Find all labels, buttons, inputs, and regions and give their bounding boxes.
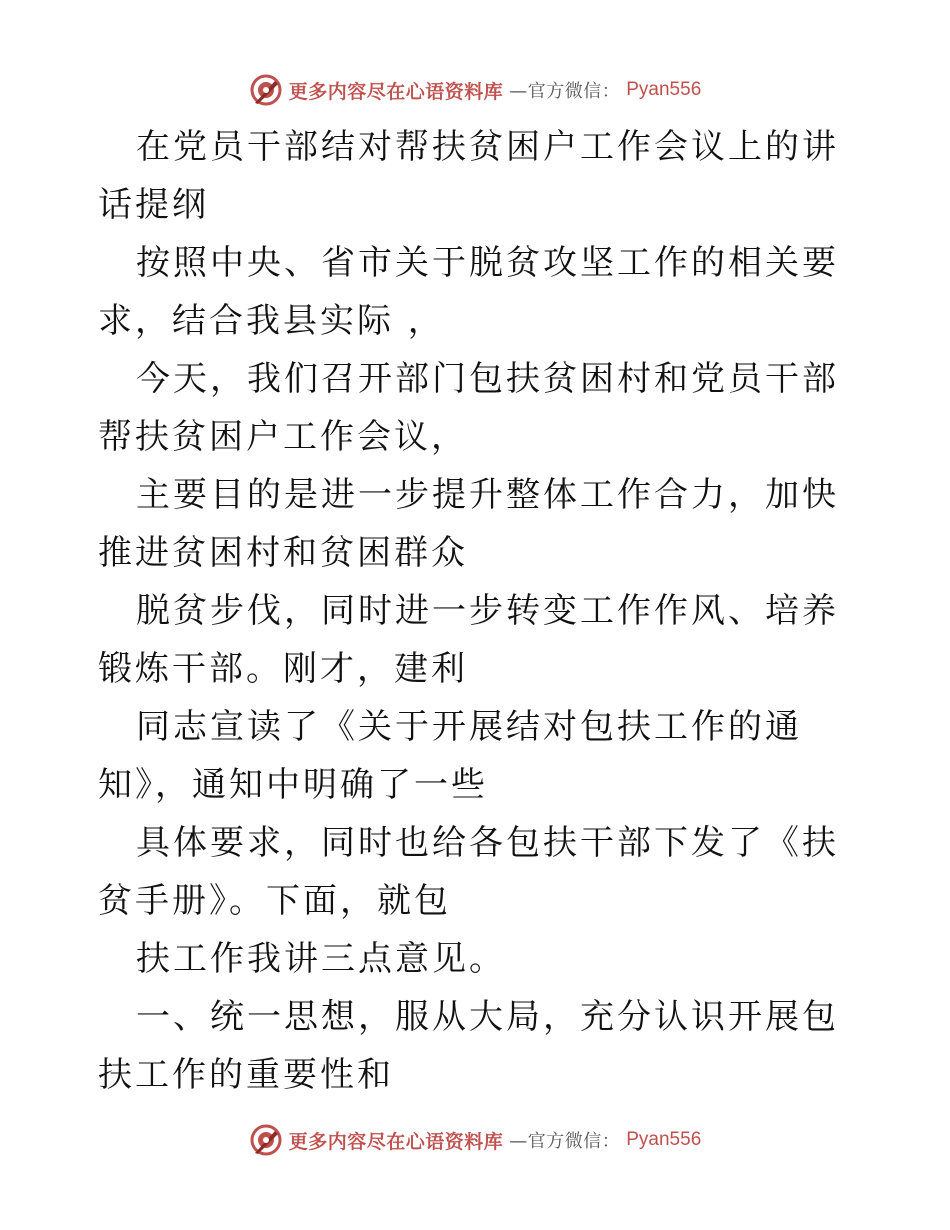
header-banner-title: 更多内容尽在心语资料库 [288, 80, 504, 103]
paragraph: 今天，我们召开部门包扶贫困村和党员干部帮扶贫困户工作会议， [98, 359, 839, 457]
paragraph: 扶工作我讲三点意见。 [136, 939, 506, 979]
page-footer [0, 1120, 950, 1160]
paragraph: 主要目的是进一步提升整体工作合力，加快推进贫困村和贫困群众 [98, 475, 839, 573]
paragraph: 按照中央、省市关于脱贫攻坚工作的相关要求，结合我县实际 ， [98, 243, 839, 341]
paragraph: 脱贫步伐，同时进一步转变工作作风、培养锻炼干部。刚才，建利 [98, 591, 839, 689]
footer-banner-wechat-id: Pyan556 [626, 1129, 702, 1150]
header-banner-wechat-label: —官方微信： [509, 81, 621, 102]
header-banner [249, 73, 702, 107]
paragraph: 同志宣读了《关于开展结对包扶工作的通知》，通知中明确了一些 [98, 707, 802, 805]
paragraph: 具体要求，同时也给各包扶干部下发了《扶贫手册》。下面，就包 [98, 823, 839, 921]
section-heading: 一、统一思想，服从大局，充分认识开展包扶工作的重要性和 [98, 997, 839, 1095]
footer-banner-wechat-label: —官方微信： [509, 1131, 621, 1152]
header-banner-wechat-id: Pyan556 [626, 79, 702, 100]
quill-logo-icon [249, 73, 283, 107]
document-title: 在党员干部结对帮扶贫困户工作会议上的讲话提纲 [98, 127, 839, 225]
footer-banner-title: 更多内容尽在心语资料库 [288, 1130, 504, 1153]
page-header [0, 70, 950, 110]
footer-banner [249, 1123, 702, 1157]
quill-logo-icon [249, 1123, 283, 1157]
document-body [98, 118, 858, 1104]
